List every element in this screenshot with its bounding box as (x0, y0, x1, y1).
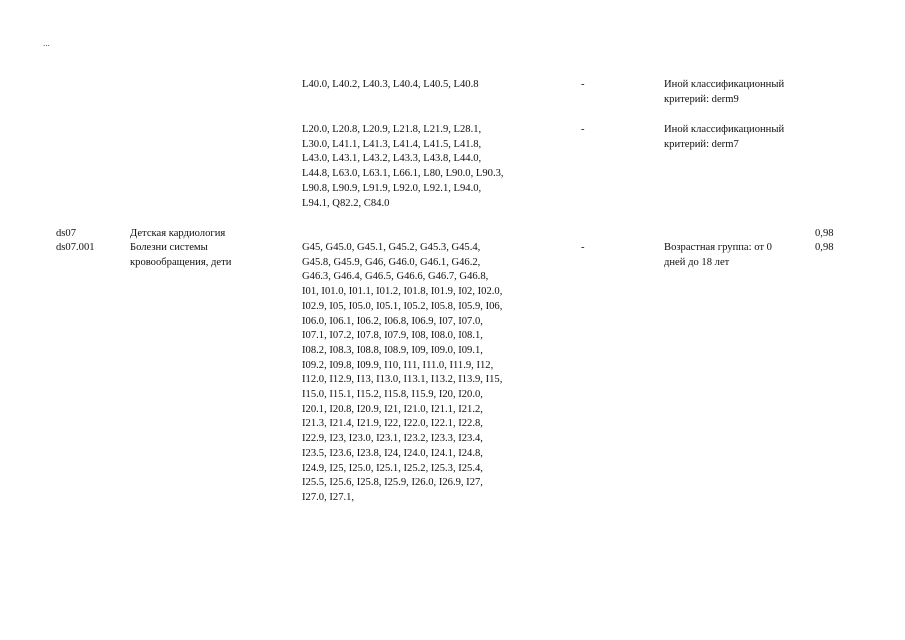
row-icd-codes: L40.0, L40.2, L40.3, L40.4, L40.5, L40.8 (302, 79, 479, 90)
row-dash: - (581, 124, 585, 135)
page-header-mark: ... (43, 38, 50, 48)
row-icd-codes: G45, G45.0, G45.1, G45.2, G45.3, G45.4, G45.8, G45.9, G46, G46.0, G46.1, G46.2, G46.3, G46.4, G46.5, G46.6, G46.7, G46.8, I01, I01.0, I01.1, I01.2, I01.8, I01.9, I02, I02.0, I02.9, I05, I05.0, I05.1, I05.2, I05.8, I05.9, I06, I06.0, I06.1, I06.2, I06.8, I06.9, I07, I07.0, I07.1, I07.2, I07.8, I07.9, I08, I08.0, I08.1, I08.2, I08.3, I08.8, I08.9, I09, I09.0, I09.1, I09.2, I09.8, I09.9, I10, I11, I11.0, I11.9, I12, I12.0, I12.9, I13, I13.0, I13.1, I13.2, I13.9, I15, I15.0, I15.1, I15.2, I15.8, I15.9, I20, I20.0, I20.1, I20.8, I20.9, I21, I21.0, I21.1, I21.2, I21.3, I21.4, I21.9, I22, I22.0, I22.1, I22.8, I22.9, I23, I23.0, I23.1, I23.2, I23.3, I23.4, I23.5, I23.6, I23.8, I24, I24.0, I24.1, I24.8, I24.9, I25, I25.0, I25.1, I25.2, I25.3, I25.4, I25.5, I25.6, I25.8, I25.9, I26.0, I26.9, I27, I27.0, I27.1, (302, 242, 503, 503)
row-code: ds07 (56, 228, 77, 239)
table-row (0, 78, 905, 122)
row-criteria: Возрастная группа: от 0 дней до 18 лет (664, 242, 772, 268)
table-row (0, 227, 905, 242)
row-dash: - (581, 242, 585, 253)
row-code: ds07.001 (56, 242, 95, 253)
row-name: Детская кардиология (130, 228, 226, 239)
row-coefficient: 0,98 (815, 228, 834, 239)
row-coefficient: 0,98 (815, 242, 834, 253)
row-dash: - (581, 79, 585, 90)
row-name: Болезни системы кровообращения, дети (130, 242, 232, 268)
row-criteria: Иной классификационный критерий: derm7 (664, 124, 785, 150)
row-criteria: Иной классификационный критерий: derm9 (664, 79, 785, 105)
row-icd-codes: L20.0, L20.8, L20.9, L21.8, L21.9, L28.1, L30.0, L41.1, L41.3, L41.4, L41.5, L41.8, L43.0, L43.1, L43.2, L43.3, L43.8, L44.0, L44.8, L63.0, L63.1, L66.1, L80, L90.0, L90.3, L90.8, L90.9, L91.9, L92.0, L92.1, L94.0, L94.1, Q82.2, C84.0 (302, 124, 504, 209)
table-row (0, 241, 905, 561)
table-row (0, 123, 905, 227)
